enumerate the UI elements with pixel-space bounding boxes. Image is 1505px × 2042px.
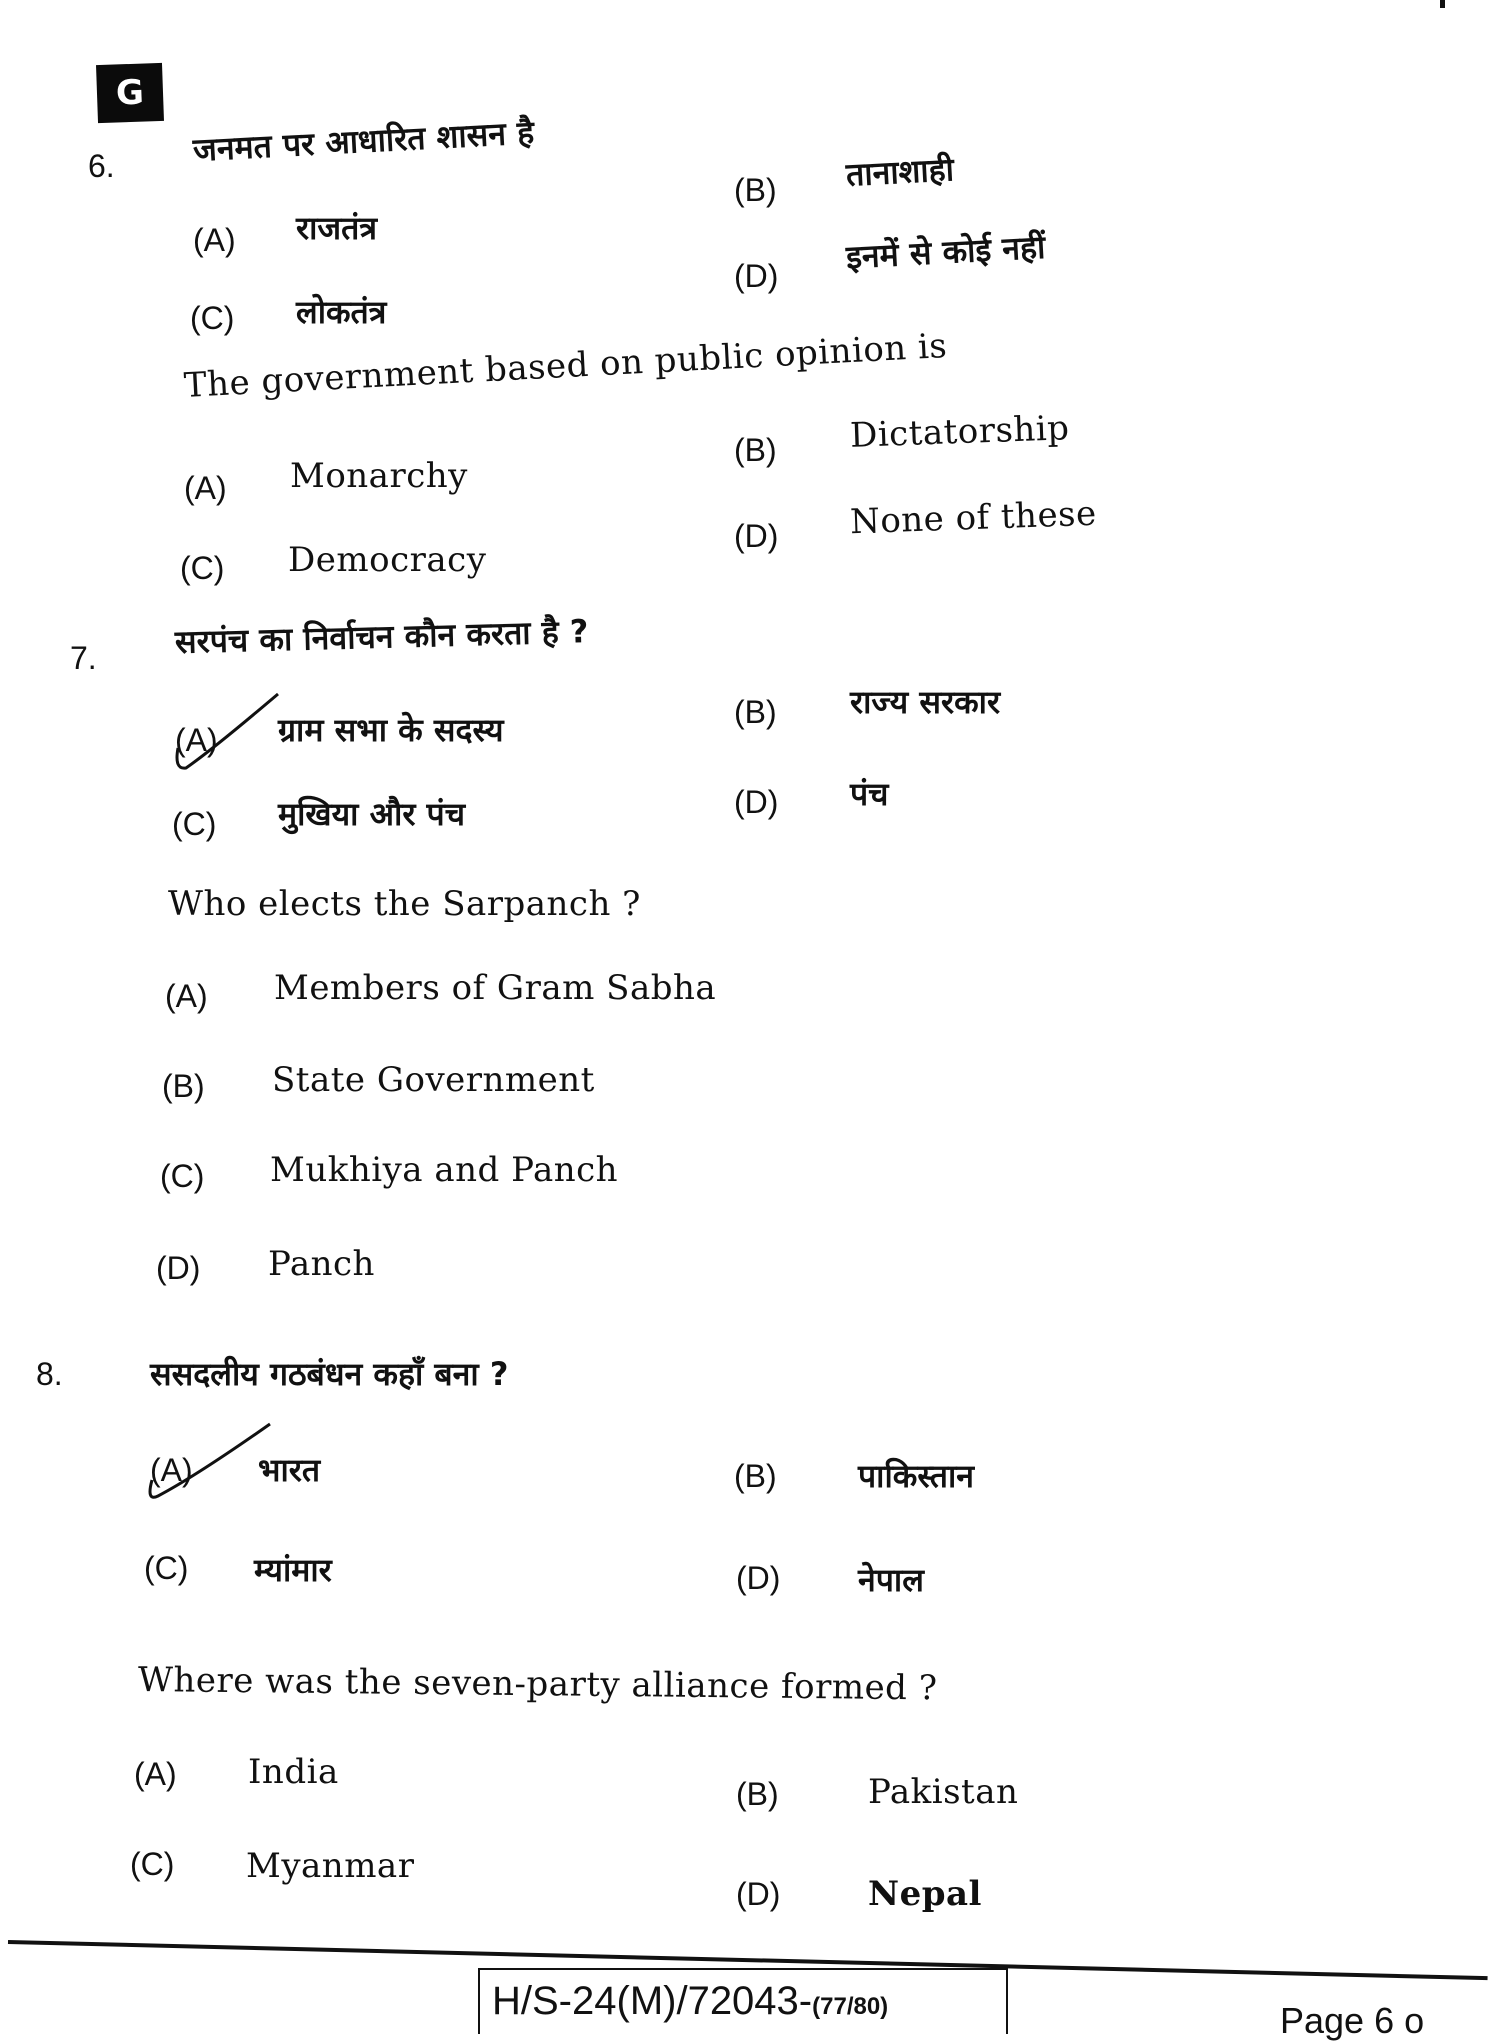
option-label: (D): [734, 784, 779, 820]
option-text: राजतंत्र: [296, 209, 378, 247]
option-text: पाकिस्तान: [858, 1457, 975, 1495]
option-label: (D): [734, 258, 779, 294]
question-number: 6.: [88, 148, 115, 184]
option-label: (A): [150, 1452, 193, 1488]
option-text: Pakistan: [868, 1772, 1019, 1812]
question-number: 7.: [70, 640, 97, 676]
option-label: (A): [134, 1756, 177, 1792]
option-text: पंच: [850, 775, 889, 813]
option-text: Members of Gram Sabha: [274, 968, 717, 1008]
option-text: इनमें से कोई नहीं: [845, 227, 1047, 277]
checkmark-icon: [172, 690, 282, 780]
option-label: (A): [175, 722, 218, 758]
option-text: ग्राम सभा के सदस्य: [278, 711, 504, 749]
set-badge: G: [96, 63, 164, 123]
option-text: Monarchy: [290, 456, 468, 496]
option-text: लोकतंत्र: [296, 293, 387, 331]
option-label: (A): [165, 978, 208, 1014]
option-label: (B): [736, 1776, 779, 1812]
option-label: (C): [180, 550, 225, 586]
option-text: State Government: [272, 1060, 595, 1100]
page-number: Page 6 o: [1280, 2000, 1425, 2041]
option-label: (D): [736, 1876, 781, 1912]
option-text: Myanmar: [246, 1846, 415, 1886]
option-label: (C): [144, 1550, 189, 1586]
question-text-english: Who elects the Sarpanch ?: [168, 884, 641, 924]
question-text-hindi: ससदलीय गठबंधन कहाँ बना ?: [150, 1355, 509, 1393]
option-text: तानाशाही: [845, 150, 955, 194]
option-text: None of these: [849, 493, 1098, 543]
edge-mark: [1440, 0, 1445, 8]
option-text: भारत: [258, 1451, 321, 1489]
option-text: नेपाल: [858, 1561, 924, 1599]
option-text: म्यांमार: [254, 1551, 332, 1589]
option-text: राज्य सरकार: [850, 683, 1001, 721]
question-text-hindi: जनमत पर आधारित शासन है: [192, 113, 535, 169]
question-number: 8.: [36, 1356, 63, 1392]
question-text-english: The government based on public opinion is: [182, 326, 949, 406]
option-label: (B): [734, 1458, 777, 1494]
option-label: (B): [734, 432, 777, 468]
option-label: (D): [736, 1560, 781, 1596]
option-text: Panch: [268, 1244, 375, 1284]
option-text: Dictatorship: [849, 408, 1071, 456]
question-text-english: Where was the seven-party alliance formed ?: [137, 1660, 938, 1709]
option-label: (B): [734, 694, 777, 730]
option-text: Democracy: [288, 540, 487, 580]
option-text: Mukhiya and Panch: [270, 1150, 619, 1190]
option-label: (C): [160, 1158, 205, 1194]
option-label: (A): [193, 222, 236, 258]
option-label: (C): [172, 806, 217, 842]
paper-code-main: H/S-24(M)/72043-: [492, 1979, 813, 2023]
option-text: India: [248, 1752, 339, 1792]
option-label: (D): [156, 1250, 201, 1286]
option-label: (D): [734, 518, 779, 554]
paper-code-suffix: (77/80): [812, 1993, 889, 2020]
option-label: (B): [734, 172, 777, 208]
option-label: (A): [184, 470, 227, 506]
question-text-hindi: सरपंच का निर्वाचन कौन करता है ?: [174, 612, 589, 661]
option-text: मुखिया और पंच: [278, 795, 466, 833]
option-label: (C): [130, 1846, 175, 1882]
checkmark-icon: [146, 1420, 276, 1510]
option-text: Nepal: [868, 1874, 982, 1914]
option-label: (B): [162, 1068, 205, 1104]
paper-code: [478, 1968, 1008, 2034]
option-label: (C): [190, 300, 235, 336]
